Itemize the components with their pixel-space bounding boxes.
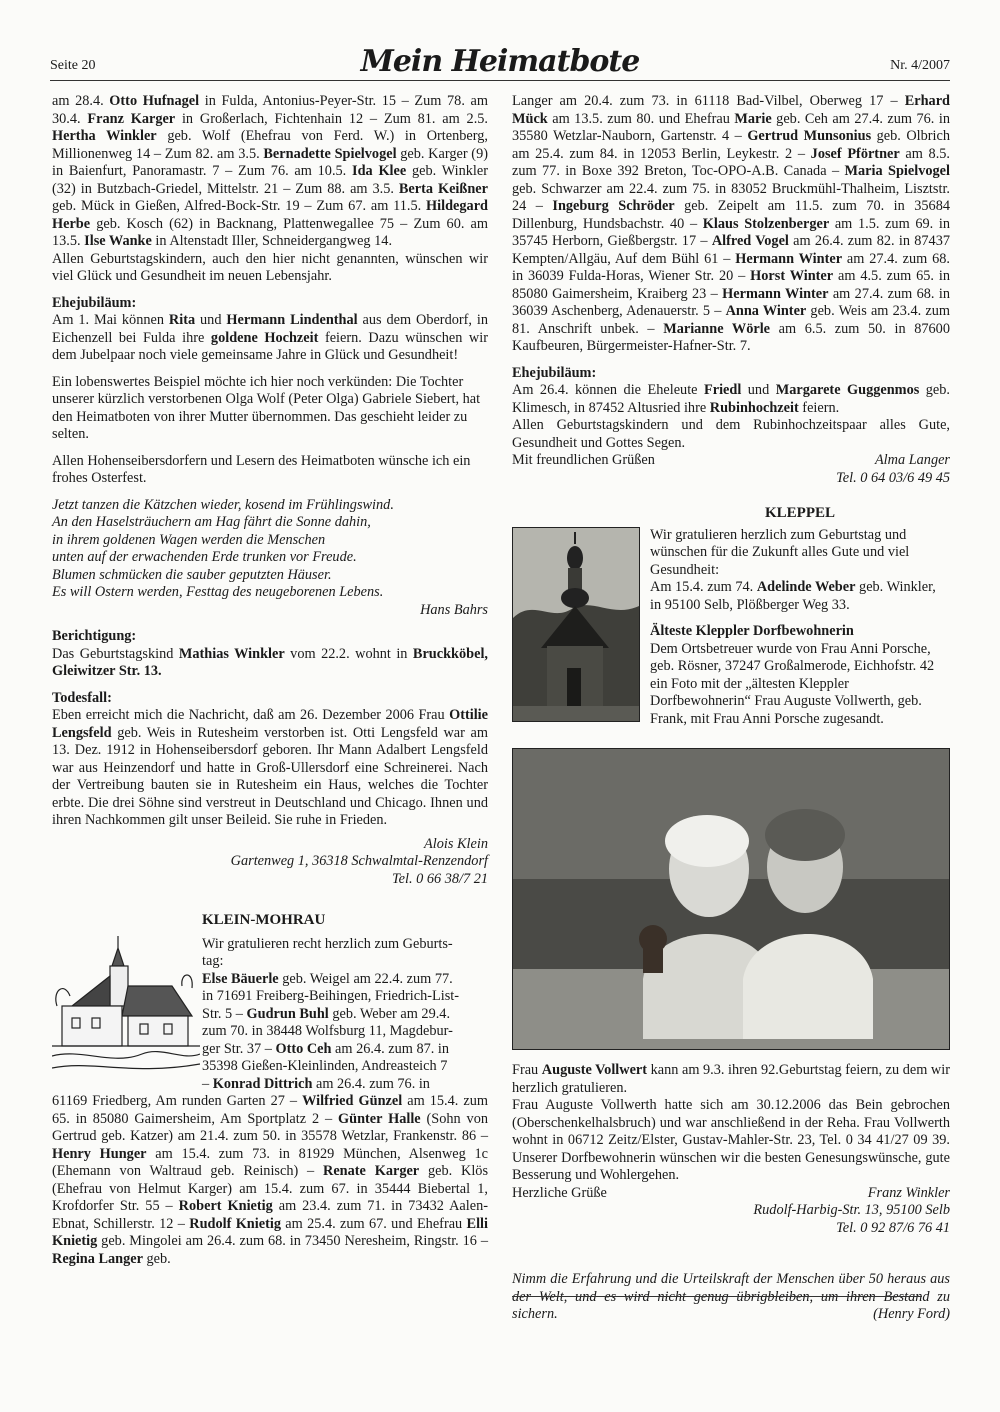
right-column <box>512 93 950 1324</box>
klein-mohrau-line: 35398 Gießen-Kleinlinden, Andreasteich 7 <box>202 1058 448 1074</box>
correction-text: Das Geburtstagskind Mathias Winkler vom 22.2. wohnt in Bruckköbel, Gleiwitzer Str. 13. <box>52 645 488 679</box>
klein-mohrau-line: zum 70. in 38448 Wolfsburg 11, Magdebur- <box>202 1023 453 1039</box>
bold-name: Konrad Dittrich <box>212 1075 313 1092</box>
bold-name: Margarete Guggenmos <box>775 382 920 398</box>
bold-name: Bernadette Spielvogel <box>263 145 397 162</box>
photo-caption: Frau Auguste Vollwert kann am 9.3. ihren 92.Geburtstag feiern, zu dem wir herzlich gratulieren. <box>512 1062 950 1096</box>
birthday-list-continued: am 28.4. Otto Hufnagel in Fulda, Antonius-Peyer-Str. 15 – Zum 78. am 30.4. Franz Karger in Großerlach, Fichtenhain 12 – Zum 81. am 2.5. Hertha Winkler geb. Wolf (Ehefrau von Ferd. W.) in Ortenberg, Millionenweg 14 – Zum 82. am 3.5. Bernadette Spielvogel geb. Karger (9) in Baienfurt, Panoramastr. 7 – Zum 76. am 10.5. Ida Klee geb. Winkler (32) in Butzbach-Griedel, Mittelstr. 21 – Zum 88. am 3.5. Berta Keißner geb. Mück in Gießen, Alfred-Bock-Str. 19 – Zum 67. am 11.5. Hildegard Herbe geb. Kosch (62) in Backnang, Plattenwegallee 75 – Zum 60. am 13.5. Ilse Wanke in Altenstadt Iller, Schneidergangweg 14. <box>52 93 488 249</box>
bold-name: Elli Knietig <box>52 1215 488 1249</box>
birthday-wishes: Allen Geburtstagskindern, auch den hier nicht genannten, wünschen wir viel Glück und Gesundheit im neuen Lebensjahr. <box>52 250 488 284</box>
poem-line: Jetzt tanzen die Kätzchen wieder, kosend im Frühlingswind. <box>52 496 394 513</box>
page-number: Seite 20 <box>50 58 96 73</box>
bold-name: Otto Hufnagel <box>109 93 200 109</box>
divider-line <box>512 1296 922 1297</box>
closing-greeting-2: Herzliche Grüße <box>512 1184 607 1201</box>
poem-line: Blumen schmücken die sauber geputzten Häuser. <box>52 566 332 583</box>
signature-name-right: Alma Langer <box>874 452 950 468</box>
bold-name: Adelinde Weber <box>756 579 856 595</box>
bold-name: Anna Winter <box>725 303 807 319</box>
oldest-resident-text: Dem Ortsbetreuer wurde von Frau Anni Porsche, geb. Rösner, 37247 Großalmerode, Eichhofstr. 42 ein Foto mit der „ältesten Kleppler Dorfbewohnerin“ Frau Auguste Vollwerth, geb. Frank, mit Frau Anni Porsche zugesandt. <box>650 640 935 727</box>
bold-name: Friedl <box>703 382 742 398</box>
bold-name: Hildegard Herbe <box>52 198 488 232</box>
signature-row-2 <box>512 1185 950 1203</box>
bold-name: Josef Pförtner <box>810 145 900 162</box>
quote-text <box>512 1271 950 1324</box>
bold-name: Otto Ceh <box>275 1040 332 1057</box>
birthday-list-right: Langer am 20.4. zum 73. in 61118 Bad-Vilbel, Oberweg 17 – Erhard Mück am 13.5. zum 80. und Ehefrau Marie geb. Ceh am 27.4. zum 76. in 35580 Wetzlar-Nauborn, Gartenstr. 4 – Gertrud Munsonius geb. Olbrich am 25.4. zum 84. in 12053 Berlin, Leykestr. 2 – Josef Pförtner am 8.5. zum 77. in Boxe 392 Breton, Toc-OPO-A.B. Canada – Maria Spielvogel geb. Schwarzer am 22.4. zum 75. in 83052 Bruckmühl-Thalheim, Lisztstr. 24 – Ingeburg Schröder geb. Zeipelt am 11.5. zum 70. in 35684 Dillenburg, Hundsbachstr. 40 – Klaus Stolzenberger am 1.5. zum 69. in 35745 Herborn, Gießbergstr. 17 – Alfred Vogel am 26.4. zum 82. in 87437 Kempten/Allgäu, Auf dem Bühl 61 – Hermann Winter am 27.4. zum 68. in 36039 Fulda-Horas, Wiener Str. 20 – Horst Winter am 4.5. zum 65. in 85080 Gaimersheim, Kraiberg 23 – Hermann Winter am 27.4. zum 68. in 36039 Aschenberg, Adenauerstr. 5 – Anna Winter geb. Weis am 23.4. zum 81. Anschrift unbek. – Marianne Wörle am 6.5. zum 50. in 87600 Kaufbeuren, Bürgermeister-Hafner-Str. 7. <box>512 93 951 354</box>
poem-line: Es will Ostern werden, Festtag des neugeborenen Lebens. <box>52 584 384 600</box>
signature2-name: Franz Winkler <box>867 1184 950 1201</box>
bold-name: Erhard Mück <box>512 93 950 127</box>
obituary-text: Eben erreicht mich die Nachricht, daß am 26. Dezember 2006 Frau Ottilie Lengsfeld geb. Weis in Rutesheim verstorben ist. Otti Lengsfeld war am 13. Dez. 1912 in Hohenseibersdorf geboren. Ihr Mann Adalbert Lengsfeld war aus Heinzendorf und hatte in Groß-Ullersdorf eine Schreinerei. Nach der Vertreibung bauten sie in Rutesheim ein Haus, welches die Tochter erbte. Die drei Söhne sind verstreut in Deutschland und Chicago. Ihnen und ihren Nachkommen gilt unser Beileid. Sie ruhe in Frieden. <box>52 707 488 828</box>
bold-name: Ingeburg Schröder <box>552 198 675 214</box>
wishes-right: Allen Geburtstagskindern und dem Rubinhochzeitspaar alles Gute, Gesundheit und Gottes Segen. <box>512 417 950 451</box>
bold-name: Hermann Winter <box>722 285 829 302</box>
portrait-photo <box>512 748 950 1050</box>
bold-name: Franz Karger <box>87 110 176 127</box>
bold-name: Robert Knietig <box>178 1198 273 1214</box>
section-heading-kleppel: KLEPPEL <box>764 505 835 521</box>
section-heading-ehejubilaeum: Ehejubiläum: <box>52 294 137 311</box>
poem-line: in ihrem goldenen Wagen werden die Menschen <box>52 531 326 548</box>
bold-name: Hermann Winter <box>735 250 843 267</box>
bold-name: goldene Hochzeit <box>210 329 319 346</box>
signature-phone: Tel. 0 66 38/7 21 <box>392 870 488 887</box>
page-header <box>50 44 950 81</box>
bold-name: Klaus Stolzenberger <box>702 215 830 232</box>
bold-name: Ottilie Lengsfeld <box>52 707 488 741</box>
section-heading-klein-mohrau: KLEIN-MOHRAU <box>202 912 326 928</box>
kleppel-block <box>512 527 950 729</box>
anniversary-text: Am 1. Mai können Rita und Hermann Lindenthal aus dem Oberdorf, in Eichenzell bei Fulda ihre goldene Hochzeit feiern. Dazu wünschen wir dem Jubelpaar noch viele gemeinsame Jahre in Glück und Gesundheit! <box>52 312 488 363</box>
bold-name: Wilfried Günzel <box>302 1093 403 1109</box>
klein-mohrau-birthdays: 61169 Friedberg, Am runden Garten 27 – Wilfried Günzel am 15.4. zum 65. in 85080 Gaimersheim, Am Sportplatz 2 – Günter Halle (Sohn von Gertrud geb. Katzer) am 21.4. zum 50. in 35578 Wetzlar, Frankenstr. 86 – Henry Hunger am 15.4. zum 73. in 81929 München, Alsenweg 1c (Ehemann von Waltraud geb. Reinisch) – Renate Karger geb. Klös (Ehefrau von Helmut Karger) am 15.4. zum 67. in 35444 Biebertal 1, Krofdorfer Str. 55 – Robert Knietig am 23.4. zum 71. in 73432 Aalen-Ebnat, Schillerstr. 12 – Rudolf Knietig am 25.4. zum 67. und Ehefrau Elli Knietig geb. Mingolei am 26.4. zum 68. in 73450 Neresheim, Ringstr. 16 – Regina Langer geb. <box>52 1093 489 1267</box>
signature2-address: Rudolf-Harbig-Str. 13, 95100 Selb <box>753 1202 950 1218</box>
oldest-resident-heading: Älteste Kleppler Dorfbewohnerin <box>650 623 854 639</box>
bold-name: Rita <box>168 312 196 328</box>
bold-name: Rudolf Knietig <box>189 1215 281 1232</box>
klein-mohrau-line: in 71691 Freiberg-Beihingen, Friedrich-List- <box>202 988 460 1004</box>
klein-mohrau-line: Wir gratulieren recht herzlich zum Geburts- <box>202 935 453 952</box>
kleppel-birthday: Am 15.4. zum 74. Adelinde Weber geb. Winkler, in 95100 Selb, Plößberger Weg 33. <box>650 579 936 613</box>
bold-name: Hertha Winkler <box>52 128 157 144</box>
bold-name: Renate Karger <box>323 1163 420 1179</box>
easter-greeting: Allen Hohenseibersdorfern und Lesern des Heimatboten wünsche ich ein frohes Osterfest. <box>52 452 471 486</box>
signature2-phone: Tel. 0 92 87/6 76 41 <box>836 1219 950 1236</box>
bold-name: Bruckköbel, Gleiwitzer Str. 13. <box>52 645 488 679</box>
bold-name: Henry Hunger <box>52 1145 147 1162</box>
poem-author: Hans Bahrs <box>420 601 488 618</box>
masthead-logo: Mein Heimatbote <box>360 44 640 79</box>
bold-name: Hermann Lindenthal <box>226 312 358 328</box>
bold-name: Maria Spielvogel <box>844 163 950 179</box>
bold-name: Marianne Wörle <box>663 320 771 337</box>
klein-mohrau-line: tag: <box>202 953 224 969</box>
section-heading-ehejubilaeum-right: Ehejubiläum: <box>512 364 597 381</box>
left-column <box>52 93 488 1268</box>
bold-name: Regina Langer <box>52 1250 143 1267</box>
kleppel-greeting: Wir gratulieren herzlich zum Geburtstag und wünschen für die Zukunft alles Gute und viel Gesundheit: <box>650 526 910 578</box>
quote-body: Nimm die Erfahrung und die Urteilskraft der Menschen über 50 heraus aus der Welt, und es wird nicht genug übrigbleiben, um ihren Bestand zu sichern. <box>512 1271 950 1322</box>
bold-name: Rubinhochzeit <box>709 399 799 416</box>
bold-name: Marie <box>734 110 772 127</box>
anniversary-text-right: Am 26.4. können die Eheleute Friedl und Margarete Guggenmos geb. Klimesch, in 87452 Altusried ihre Rubinhochzeit feiern. <box>512 382 951 416</box>
signature-address: Gartenweg 1, 36318 Schwalmtal-Renzendorf <box>230 853 488 869</box>
klein-mohrau-line: – Konrad Dittrich am 26.4. zum 76. in <box>202 1075 430 1092</box>
klein-mohrau-line: ger Str. 37 – Otto Ceh am 26.4. zum 87. in <box>202 1040 450 1057</box>
bold-name: Ida Klee <box>352 163 407 179</box>
bold-name: Mathias Winkler <box>178 645 285 662</box>
klein-mohrau-block <box>52 936 488 1094</box>
bold-name: Auguste Vollwert <box>541 1062 648 1078</box>
signature-phone-right: Tel. 0 64 03/6 49 45 <box>836 469 950 486</box>
section-heading-correction: Berichtigung: <box>52 628 137 644</box>
bold-name: Horst Winter <box>750 268 834 284</box>
section-heading-death: Todesfall: <box>52 689 112 706</box>
bold-name: Gudrun Buhl <box>246 1005 329 1022</box>
health-update: Frau Auguste Vollwerth hatte sich am 30.12.2006 das Bein gebrochen (Oberschenkelhalsbruch) und war anschließend in der Reha. Frau Vollwerth wohnt in 06712 Zeitz/Elster, Gustav-Mahler-Str. 23, Tel. 0 34 41/27 09 39. Unserer Dorfbewohnerin wünschen wir die besten Genesungswünsche, gute Besserung und Wohlergehen. <box>512 1097 950 1183</box>
signature-name: Alois Klein <box>424 835 488 852</box>
issue-number: Nr. 4/2007 <box>890 58 950 73</box>
bold-name: Gertrud Munsonius <box>747 128 872 144</box>
poem <box>52 497 488 602</box>
bold-name: Else Bäuerle <box>202 970 279 987</box>
klein-mohrau-line: Str. 5 – Gudrun Buhl geb. Weber am 29.4. <box>202 1005 451 1022</box>
poem-line: unten auf der erwachenden Erde trunken vor Freude. <box>52 549 357 565</box>
signature-row <box>512 452 950 470</box>
chapel-photo <box>512 527 640 722</box>
bold-name: Ilse Wanke <box>84 233 152 249</box>
closing-greeting: Mit freundlichen Grüßen <box>512 452 655 468</box>
bold-name: Berta Keißner <box>398 180 488 197</box>
church-sketch-image <box>52 936 200 1076</box>
bold-name: Alfred Vogel <box>711 233 789 249</box>
example-text: Ein lobenswertes Beispiel möchte ich hier noch verkünden: Die Tochter unserer kürzlich verstorbenen Olga Wolf (Peter Olga) Gabriele Siebert, hat den Heimatboten von ihrer Mutter übernommen. Das geschieht leider zu selten. <box>52 373 481 442</box>
klein-mohrau-line: Else Bäuerle geb. Weigel am 22.4. zum 77. <box>202 970 453 987</box>
quote-author: (Henry Ford) <box>873 1306 950 1322</box>
poem-line: An den Haselsträuchern am Hag fährt die Sonne dahin, <box>52 514 371 530</box>
bold-name: Günter Halle <box>338 1110 421 1127</box>
